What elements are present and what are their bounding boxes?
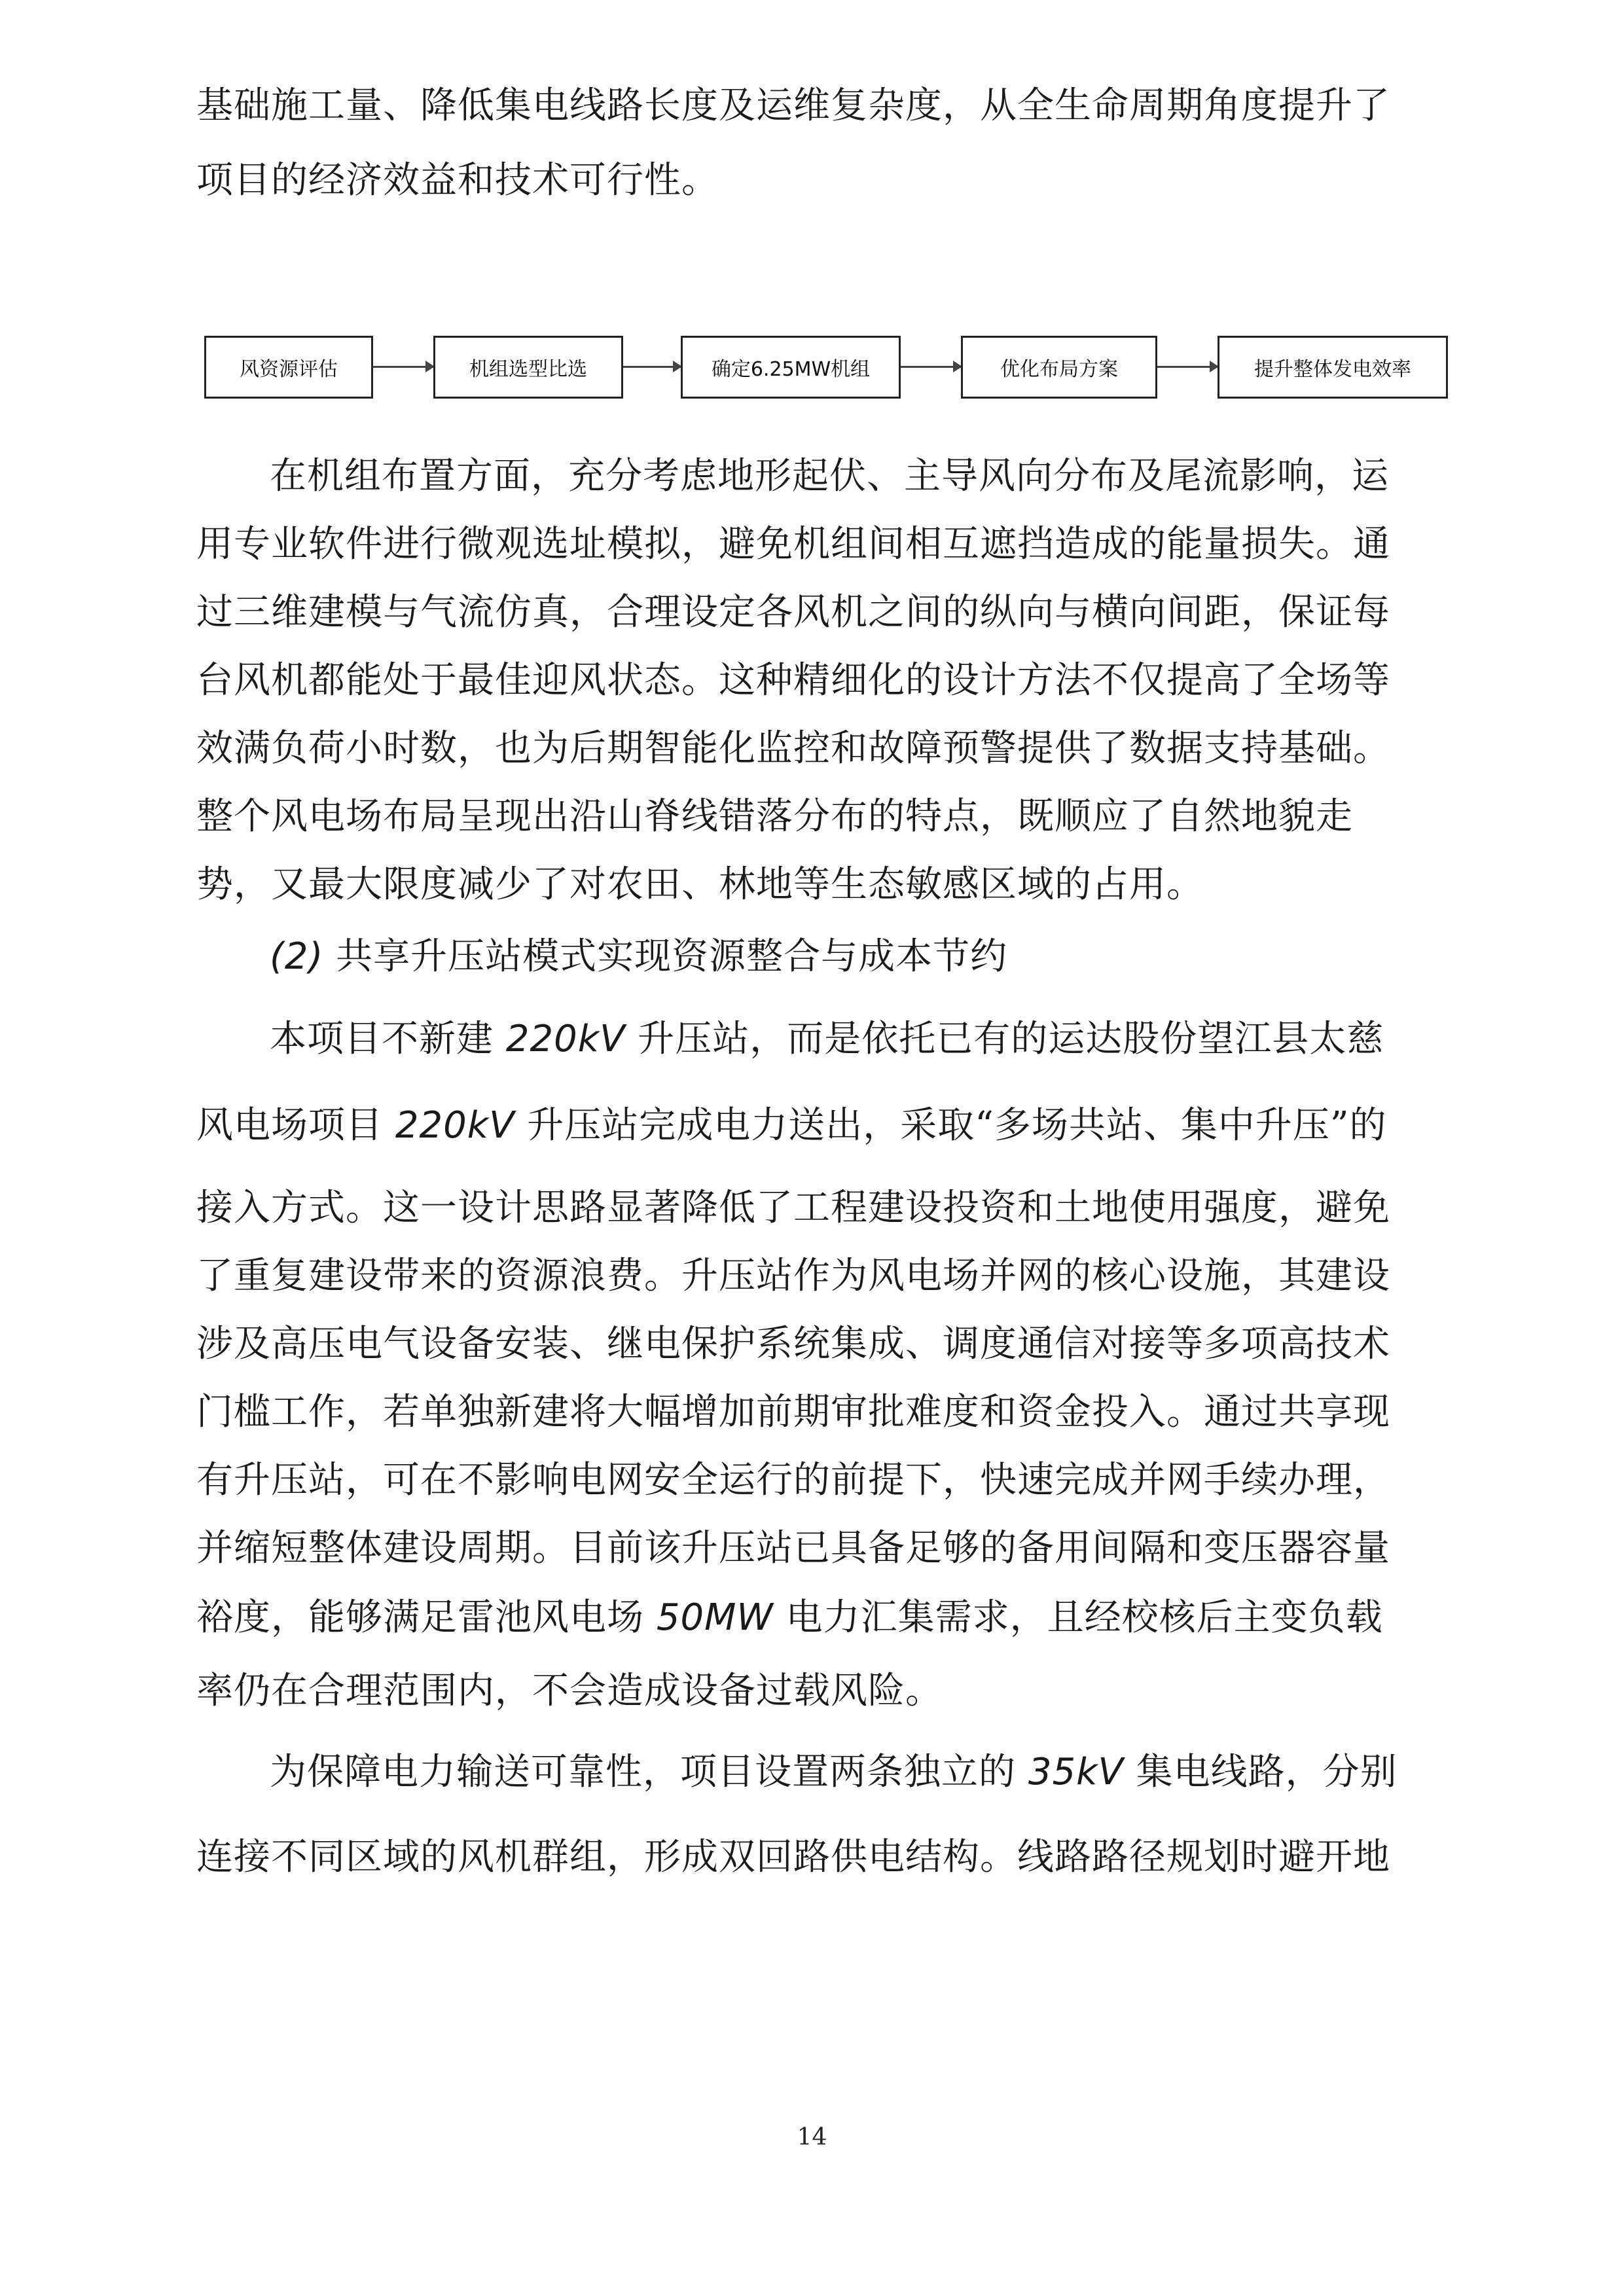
text: 裕度，能够满足雷池风电场: [196, 1596, 657, 1639]
heading-text: 共享升压站模式实现资源整合与成本节约: [323, 935, 1008, 978]
para2-line-4: 了重复建设带来的资源浪费。升压站作为风电场并网的核心设施，其建设: [196, 1255, 1390, 1297]
capacity-value: 50MW: [656, 1596, 774, 1639]
intro-line-1: 基础施工量、降低集电线路长度及运维复杂度，从全生命周期角度提升了: [196, 84, 1390, 127]
text: 风电场项目: [196, 1104, 395, 1147]
text: 升压站，而是依托已有的运达股份望江县太慈: [625, 1018, 1384, 1060]
para1-line-2: 用专业软件进行微观选址模拟，避免机组间相互遮挡造成的能量损失。通: [196, 523, 1390, 565]
voltage-value: 220kV: [395, 1104, 515, 1147]
voltage-value: 35kV: [1028, 1751, 1124, 1793]
para1-line-3: 过三维建模与气流仿真，合理设定各风机之间的纵向与横向间距，保证每: [196, 591, 1390, 634]
para2-line-1: [270, 1013, 1513, 1066]
flowchart: [204, 336, 1448, 401]
flow-arrow: [373, 366, 433, 368]
flow-step-layout: 优化布局方案: [961, 336, 1157, 399]
para2-line-7: 有升压站，可在不影响电网安全运行的前提下，快速完成并网手续办理，: [196, 1459, 1390, 1501]
text: 升压站完成电力送出，采取“多场共站、集中升压”的: [514, 1104, 1387, 1147]
para1-line-4: 台风机都能处于最佳迎风状态。这种精细化的设计方法不仅提高了全场等: [196, 659, 1390, 702]
voltage-value: 220kV: [505, 1018, 626, 1060]
text: 本项目不新建: [270, 1018, 506, 1060]
para3-line-2: 连接不同区域的风机群组，形成双回路供电结构。线路路径规划时避开地: [196, 1836, 1390, 1878]
flow-step-efficiency: 提升整体发电效率: [1218, 336, 1448, 399]
flow-arrow: [1157, 366, 1218, 368]
page-number: 14: [797, 2124, 827, 2151]
para2-line-9: [196, 1592, 1440, 1644]
para1-line-6: 整个风电场布局呈现出沿山脊线错落分布的特点，既顺应了自然地貌走: [196, 795, 1353, 838]
para2-line-2: [196, 1100, 1440, 1152]
para1-line-1: 在机组布置方面，充分考虑地形起伏、主导风向分布及尾流影响，运: [270, 455, 1389, 497]
flow-step-unit-selection: 机组选型比选: [433, 336, 623, 399]
flow-step-confirm-unit: 确定6.25MW机组: [681, 336, 901, 399]
text: 电力汇集需求，且经校核后主变负载: [773, 1596, 1383, 1639]
flow-step-wind-resource: 风资源评估: [204, 336, 373, 399]
para2-line-10: 率仍在合理范围内，不会造成设备过载风险。: [196, 1670, 943, 1712]
para2-line-8: 并缩短整体建设周期。目前该升压站已具备足够的备用间隔和变压器容量: [196, 1527, 1390, 1570]
para1-line-5: 效满负荷小时数，也为后期智能化监控和故障预警提供了数据支持基础。: [196, 727, 1390, 770]
para2-line-3: 接入方式。这一设计思路显著降低了工程建设投资和土地使用强度，避免: [196, 1187, 1390, 1229]
text: 集电线路，分别: [1123, 1751, 1398, 1793]
para3-line-1: [270, 1746, 1513, 1799]
flow-arrow: [901, 366, 961, 368]
para1-line-7: 势，又最大限度减少了对农田、林地等生态敏感区域的占用。: [196, 863, 1204, 906]
para2-line-5: 涉及高压电气设备安装、继电保护系统集成、调度通信对接等多项高技术: [196, 1323, 1390, 1365]
flow-arrow: [623, 366, 681, 368]
heading-number: (2): [270, 935, 324, 978]
section-heading: [270, 931, 1513, 983]
intro-line-2: 项目的经济效益和技术可行性。: [196, 159, 719, 202]
para2-line-6: 门槛工作，若单独新建将大幅增加前期审批难度和资金投入。通过共享现: [196, 1391, 1390, 1433]
text: 为保障电力输送可靠性，项目设置两条独立的: [270, 1751, 1028, 1793]
